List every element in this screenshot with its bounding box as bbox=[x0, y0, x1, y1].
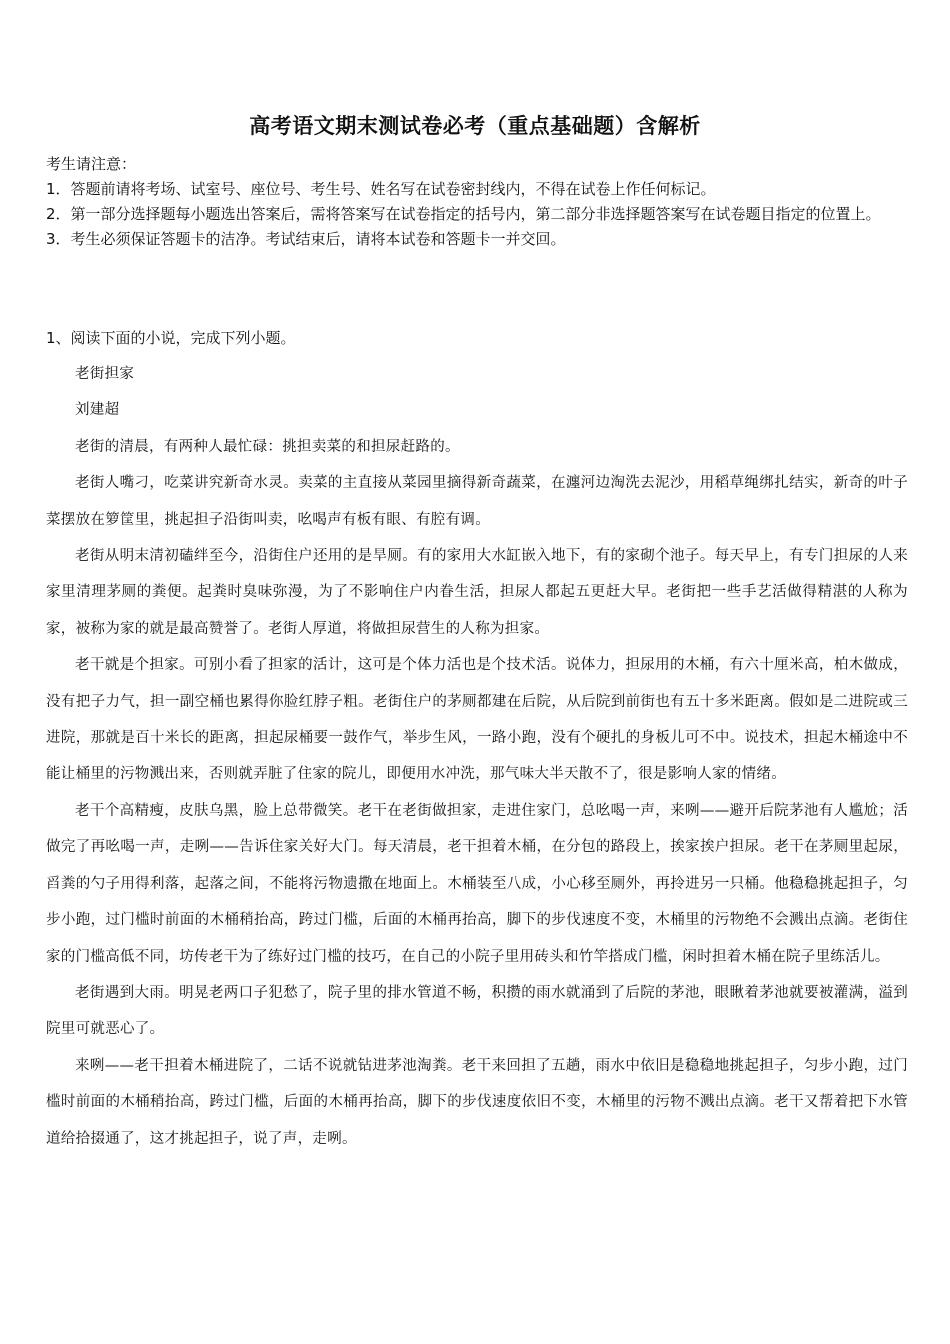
notice-heading: 考生请注意： bbox=[46, 155, 137, 173]
notice-item: 1．答题前请将考场、试室号、座位号、考生号、姓名写在试卷密封线内，不得在试卷上作任何标记。 bbox=[46, 180, 716, 198]
story-text bbox=[46, 356, 908, 1157]
story-title: 老街担家 bbox=[75, 366, 135, 382]
question-heading: 1、阅读下面的小说，完成下列小题。 bbox=[46, 329, 296, 347]
story-paragraph: 老干就是个担家。可别小看了担家的活计，这可是个体力活也是个技术活。说体力，担尿用的木桶，有六十厘米高，柏木做成，没有把子力气，担一副空桶也累得你脸红脖子粗。老街住户的茅厕都建在后院，从后院到前街也有五十多米距离。假如是二进院或三进院，那就是百十米长的距离，担起尿桶要一鼓作气，举步生风，一路小跑，没有个硬扎的身板儿可不中。说技术，担起木桶途中不能让桶里的污物溅出来，否则就弄脏了住家的院儿，即便用水冲洗，那气味大半天散不了，很是影响人家的情绪。 bbox=[46, 657, 908, 783]
story-paragraph: 老街的清晨，有两种人最忙碌：挑担卖菜的和担尿赶路的。 bbox=[75, 438, 460, 455]
page-title: 高考语文期末测试卷必考（重点基础题）含解析 bbox=[249, 114, 701, 138]
story-paragraph: 老干个高精瘦，皮肤乌黑，脸上总带微笑。老干在老街做担家，走进住家门，总吆喝一声，来咧——避开后院茅池有人尴尬；活做完了再吆喝一声，走咧——告诉住家关好大门。每天清晨，老干担着木桶，在分包的路段上，挨家挨户担尿。老干在茅厕里起尿，舀粪的勺子用得利落，起落之间，不能将污物遗撒在地面上。木桶装至八成，小心移至厕外，再拎进另一只桶。他稳稳挑起担子，匀步小跑，过门槛时前面的木桶稍抬高，跨过门槛，后面的木桶再抬高，脚下的步伐速度不变，木桶里的污物绝不会溅出点滴。老街住家的门槛高低不同，坊传老干为了练好过门槛的技巧，在自己的小院子里用砖头和竹竿搭成门槛，闲时担着木桶在院子里练活儿。 bbox=[46, 802, 908, 965]
story-paragraph: 老街从明末清初磕绊至今，沿街住户还用的是旱厕。有的家用大水缸嵌入地下，有的家砌个池子。每天早上，有专门担尿的人来家里清理茅厕的粪便。起粪时臭味弥漫，为了不影响住户内眷生活，担尿人都起五更赶大早。老街把一些手艺活做得精湛的人称为家，被称为家的就是最高赞誉了。老街人厚道，将做担尿营生的人称为担家。 bbox=[46, 548, 908, 637]
notice-block bbox=[46, 152, 906, 252]
story-paragraph: 来咧——老干担着木桶进院了，二话不说就钻进茅池淘粪。老干来回担了五趟，雨水中依旧是稳稳地挑起担子，匀步小跑，过门槛时前面的木桶稍抬高，跨过门槛，后面的木桶再抬高，脚下的步伐速度依旧不变，木桶里的污物不溅出点滴。老干又帮着把下水管道给拾掇通了，这才挑起担子，说了声，走咧。 bbox=[46, 1057, 908, 1147]
story-paragraph: 老街人嘴刁，吃菜讲究新奇水灵。卖菜的主直接从菜园里摘得新奇蔬菜，在瀍河边淘洗去泥沙，用稻草绳绑扎结实，新奇的叶子菜摆放在箩筐里，挑起担子沿街叫卖，吆喝声有板有眼、有腔有调。 bbox=[46, 475, 908, 528]
story-paragraph: 老街遇到大雨。明晃老两口子犯愁了，院子里的排水管道不畅，积攒的雨水就涌到了后院的茅池，眼瞅着茅池就要被灌满，溢到院里可就恶心了。 bbox=[46, 984, 908, 1038]
story-author: 刘建超 bbox=[75, 402, 120, 419]
notice-item: 2．第一部分选择题每小题选出答案后，需将答案写在试卷指定的括号内，第二部分非选择题答案写在试卷题目指定的位置上。 bbox=[46, 205, 881, 223]
notice-item: 3．考生必须保证答题卡的洁净。考试结束后，请将本试卷和答题卡一并交回。 bbox=[46, 230, 566, 248]
